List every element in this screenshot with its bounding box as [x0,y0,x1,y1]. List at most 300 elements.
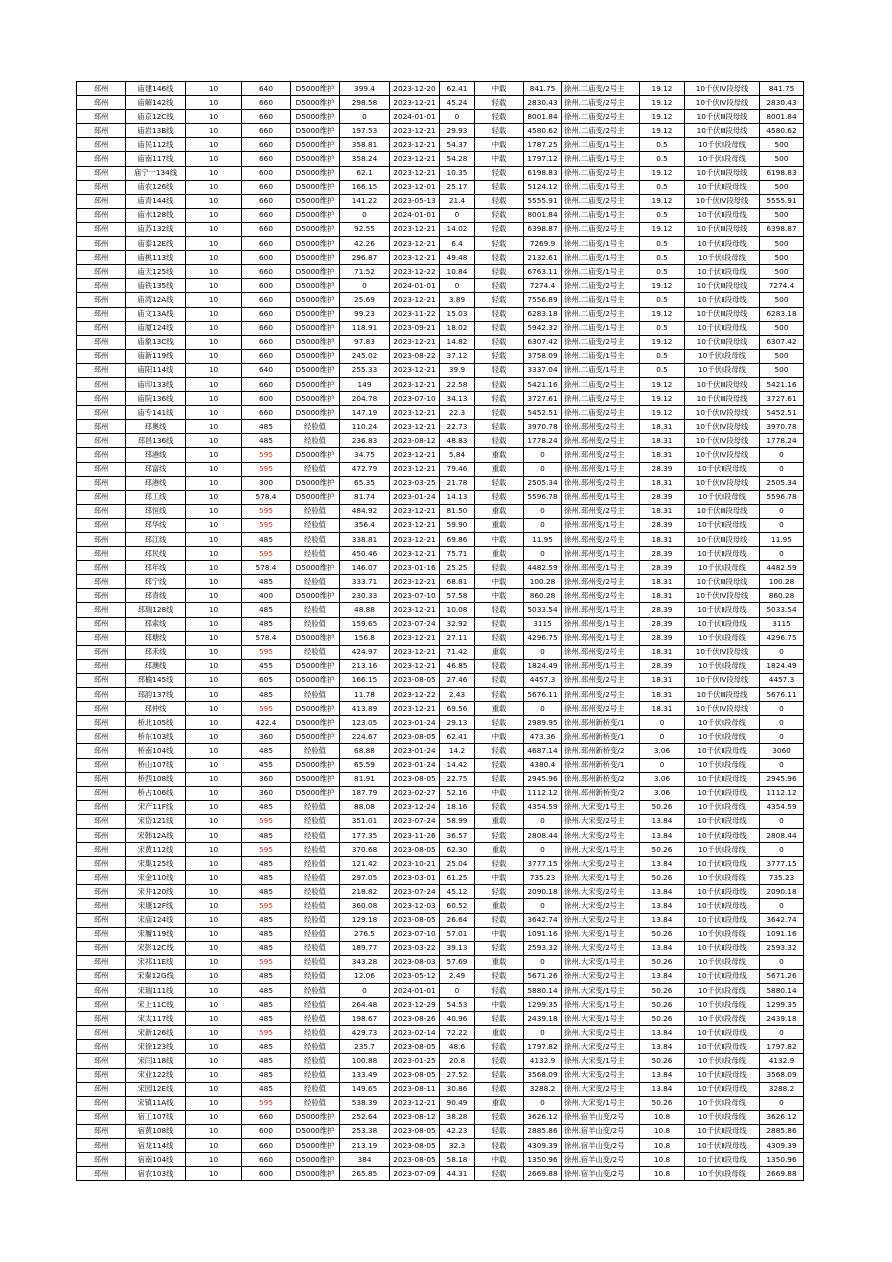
cell-data-source: 经验值 [291,857,340,871]
cell-capacity: 660 [242,349,291,363]
cell-available-capacity: 500 [760,265,804,279]
cell-transformer-spare: 28.39 [640,462,685,476]
table-row [77,589,804,603]
cell-available-capacity: 2945.96 [760,772,804,786]
cell-load-rate: 22.73 [440,420,475,434]
cell-voltage: 10 [186,673,242,687]
cell-current-load: 358.24 [340,152,390,166]
cell-spare-capacity: 5124.12 [524,180,562,194]
cell-voltage: 10 [186,969,242,983]
cell-transformer-spare: 18.31 [640,589,685,603]
cell-county: 邳州 [77,814,126,828]
cell-load-status: 轻载 [475,828,524,842]
table-row [77,744,804,758]
cell-county: 邳州 [77,1096,126,1110]
cell-available-capacity: 500 [760,363,804,377]
cell-current-load: 0 [340,279,390,293]
cell-transformer-spare: 13.84 [640,814,685,828]
cell-substation-transformer: 徐州.二庙变/2号主 [562,124,640,138]
cell-line-name: 邳禾线 [126,645,186,659]
cell-load-rate: 29.13 [440,716,475,730]
cell-substation-transformer: 徐州.宿羊山变/2号 [562,1167,640,1181]
cell-load-rate: 38.28 [440,1110,475,1124]
cell-load-rate: 0 [440,984,475,998]
cell-load-status: 重载 [475,518,524,532]
cell-voltage: 10 [186,998,242,1012]
cell-data-source: D5000维护 [291,1167,340,1181]
cell-bus-section: 10千伏Ⅳ段母线 [685,702,760,716]
cell-line-name: 宋徐123线 [126,1040,186,1054]
cell-transformer-spare: 13.84 [640,941,685,955]
cell-capacity: 660 [242,152,291,166]
cell-spare-capacity: 3727.61 [524,392,562,406]
cell-capacity: 640 [242,82,291,96]
cell-load-status: 中载 [475,1153,524,1167]
cell-bus-section: 10千伏Ⅱ段母线 [685,1068,760,1082]
cell-current-load: 538.39 [340,1096,390,1110]
cell-available-capacity: 4580.62 [760,124,804,138]
cell-transformer-spare: 10.8 [640,1110,685,1124]
cell-data-source: 经验值 [291,969,340,983]
cell-line-name: 邳民线 [126,547,186,561]
cell-spare-capacity: 0 [524,518,562,532]
cell-transformer-spare: 13.84 [640,857,685,871]
table-row [77,124,804,138]
cell-substation-transformer: 徐州.二庙变/1号主 [562,138,640,152]
cell-substation-transformer: 徐州.邳州新桥变/2 [562,744,640,758]
cell-substation-transformer: 徐州.宿羊山变/2号 [562,1124,640,1138]
cell-county: 邳州 [77,927,126,941]
cell-transformer-spare: 13.84 [640,1082,685,1096]
cell-spare-capacity: 7556.89 [524,293,562,307]
cell-current-load: 276.5 [340,927,390,941]
cell-substation-transformer: 徐州.邳州变/1号主 [562,617,640,631]
cell-load-status: 轻载 [475,377,524,391]
cell-transformer-spare: 13.84 [640,1026,685,1040]
cell-available-capacity: 0 [760,702,804,716]
cell-load-rate: 14.02 [440,222,475,236]
cell-voltage: 10 [186,984,242,998]
cell-available-capacity: 3568.09 [760,1068,804,1082]
cell-load-rate: 54.37 [440,138,475,152]
cell-line-name: 庙泰12E线 [126,237,186,251]
cell-voltage: 10 [186,377,242,391]
cell-spare-capacity: 5671.26 [524,969,562,983]
cell-current-load: 147.19 [340,406,390,420]
cell-county: 邳州 [77,1068,126,1082]
cell-voltage: 10 [186,533,242,547]
cell-spare-capacity: 0 [524,814,562,828]
cell-load-status: 轻载 [475,124,524,138]
cell-county: 邳州 [77,1124,126,1138]
cell-substation-transformer: 徐州.大宋变/2号主 [562,1040,640,1054]
cell-bus-section: 10千伏Ⅱ段母线 [685,237,760,251]
cell-data-source: 经验值 [291,1096,340,1110]
cell-data-source: D5000维护 [291,772,340,786]
cell-capacity: 485 [242,575,291,589]
cell-current-load: 123.05 [340,716,390,730]
cell-bus-section: 10千伏Ⅰ段母线 [685,984,760,998]
cell-data-source: 经验值 [291,871,340,885]
cell-load-status: 轻载 [475,110,524,124]
cell-line-name: 邳港线 [126,448,186,462]
cell-capacity: 660 [242,138,291,152]
cell-data-source: D5000维护 [291,659,340,673]
cell-capacity: 660 [242,1110,291,1124]
cell-load-status: 轻载 [475,434,524,448]
cell-current-load: 296.87 [340,251,390,265]
cell-available-capacity: 0 [760,645,804,659]
cell-transformer-spare: 0.5 [640,321,685,335]
cell-voltage: 10 [186,406,242,420]
cell-bus-section: 10千伏Ⅱ段母线 [685,321,760,335]
cell-line-name: 宋上11C线 [126,998,186,1012]
cell-voltage: 10 [186,1026,242,1040]
cell-county: 邳州 [77,533,126,547]
cell-load-rate: 58.18 [440,1153,475,1167]
cell-record-date: 2023-12-21 [390,420,440,434]
cell-bus-section: 10千伏Ⅰ段母线 [685,349,760,363]
cell-county: 邳州 [77,688,126,702]
cell-record-date: 2023-01-24 [390,716,440,730]
cell-current-load: 356.4 [340,518,390,532]
table-row [77,265,804,279]
cell-bus-section: 10千伏Ⅱ段母线 [685,1153,760,1167]
cell-current-load: 149 [340,377,390,391]
cell-record-date: 2023-12-21 [390,222,440,236]
table-row [77,927,804,941]
cell-voltage: 10 [186,180,242,194]
cell-record-date: 2023-03-25 [390,476,440,490]
cell-county: 邳州 [77,547,126,561]
cell-capacity: 485 [242,1040,291,1054]
cell-record-date: 2023-12-21 [390,518,440,532]
cell-current-load: 484.92 [340,504,390,518]
cell-load-status: 轻载 [475,857,524,871]
cell-line-name: 宋闫118线 [126,1054,186,1068]
cell-bus-section: 10千伏Ⅱ段母线 [685,885,760,899]
cell-voltage: 10 [186,927,242,941]
cell-capacity: 640 [242,363,291,377]
cell-load-status: 轻载 [475,293,524,307]
table-row [77,871,804,885]
cell-data-source: D5000维护 [291,349,340,363]
table-row [77,772,804,786]
table-row [77,518,804,532]
cell-load-rate: 69.86 [440,533,475,547]
cell-transformer-spare: 50.26 [640,927,685,941]
cell-county: 邳州 [77,716,126,730]
cell-substation-transformer: 徐州.二庙变/2号主 [562,222,640,236]
cell-load-status: 轻载 [475,1012,524,1026]
cell-load-rate: 71.42 [440,645,475,659]
cell-record-date: 2023-08-05 [390,772,440,786]
cell-line-name: 庙印133线 [126,377,186,391]
table-row [77,969,804,983]
cell-record-date: 2024-01-01 [390,279,440,293]
cell-record-date: 2023-08-26 [390,1012,440,1026]
cell-data-source: 经验值 [291,984,340,998]
cell-available-capacity: 3626.12 [760,1110,804,1124]
cell-current-load: 146.07 [340,561,390,575]
cell-available-capacity: 3777.15 [760,857,804,871]
cell-bus-section: 10千伏Ⅳ段母线 [685,645,760,659]
cell-county: 邳州 [77,998,126,1012]
cell-spare-capacity: 1112.12 [524,786,562,800]
cell-capacity: 485 [242,420,291,434]
cell-bus-section: 10千伏Ⅱ段母线 [685,1139,760,1153]
cell-record-date: 2024-01-01 [390,208,440,222]
cell-load-rate: 0 [440,110,475,124]
cell-substation-transformer: 徐州.邳州新桥变/1 [562,716,640,730]
table-row [77,899,804,913]
cell-available-capacity: 500 [760,349,804,363]
cell-county: 邳州 [77,984,126,998]
cell-available-capacity: 6283.18 [760,307,804,321]
cell-record-date: 2023-02-14 [390,1026,440,1040]
cell-load-rate: 79.46 [440,462,475,476]
cell-capacity: 660 [242,222,291,236]
cell-current-load: 92.55 [340,222,390,236]
cell-line-name: 庙农126线 [126,180,186,194]
table-row [77,1124,804,1138]
cell-county: 邳州 [77,744,126,758]
cell-substation-transformer: 徐州.邳州变/2号主 [562,645,640,659]
cell-record-date: 2023-03-22 [390,941,440,955]
cell-data-source: D5000维护 [291,222,340,236]
cell-bus-section: 10千伏Ⅰ段母线 [685,955,760,969]
cell-transformer-spare: 3.06 [640,744,685,758]
cell-substation-transformer: 徐州.二庙变/2号主 [562,110,640,124]
cell-record-date: 2023-08-05 [390,1124,440,1138]
cell-capacity: 660 [242,194,291,208]
cell-transformer-spare: 18.31 [640,533,685,547]
cell-line-name: 邳工线 [126,490,186,504]
cell-substation-transformer: 徐州.二庙变/2号主 [562,82,640,96]
cell-load-status: 轻载 [475,772,524,786]
cell-data-source: D5000维护 [291,1139,340,1153]
cell-bus-section: 10千伏Ⅱ段母线 [685,547,760,561]
cell-load-status: 重载 [475,814,524,828]
cell-load-rate: 32.3 [440,1139,475,1153]
cell-data-source: D5000维护 [291,307,340,321]
cell-load-status: 重载 [475,1026,524,1040]
cell-spare-capacity: 5942.32 [524,321,562,335]
table-row [77,110,804,124]
cell-spare-capacity: 1797.12 [524,152,562,166]
cell-spare-capacity: 3115 [524,617,562,631]
cell-capacity: 660 [242,96,291,110]
cell-bus-section: 10千伏Ⅰ段母线 [685,1167,760,1181]
cell-available-capacity: 0 [760,955,804,969]
cell-record-date: 2023-07-24 [390,885,440,899]
cell-transformer-spare: 3.06 [640,772,685,786]
cell-current-load: 0 [340,208,390,222]
cell-county: 邳州 [77,96,126,110]
cell-data-source: D5000维护 [291,448,340,462]
cell-record-date: 2023-12-01 [390,180,440,194]
cell-transformer-spare: 10.8 [640,1167,685,1181]
cell-bus-section: 10千伏Ⅱ段母线 [685,518,760,532]
cell-line-name: 邳宁线 [126,575,186,589]
cell-bus-section: 10千伏Ⅳ段母线 [685,82,760,96]
cell-available-capacity: 6198.83 [760,166,804,180]
cell-capacity: 600 [242,1167,291,1181]
cell-spare-capacity: 11.95 [524,533,562,547]
cell-current-load: 118.91 [340,321,390,335]
cell-load-rate: 58.99 [440,814,475,828]
cell-county: 邳州 [77,265,126,279]
cell-substation-transformer: 徐州.邳州变/2号主 [562,533,640,547]
cell-available-capacity: 3642.74 [760,913,804,927]
cell-county: 邳州 [77,673,126,687]
table-row [77,758,804,772]
cell-substation-transformer: 徐州.大宋变/2号主 [562,885,640,899]
cell-bus-section: 10千伏Ⅱ段母线 [685,857,760,871]
cell-load-status: 轻载 [475,335,524,349]
table-row [77,222,804,236]
cell-line-name: 邳榆145线 [126,673,186,687]
cell-transformer-spare: 28.39 [640,603,685,617]
table-row [77,786,804,800]
table-row [77,1110,804,1124]
cell-spare-capacity: 5596.78 [524,490,562,504]
cell-transformer-spare: 50.26 [640,843,685,857]
cell-load-rate: 2.43 [440,688,475,702]
cell-record-date: 2023-01-16 [390,561,440,575]
cell-line-name: 宿工107线 [126,1110,186,1124]
cell-substation-transformer: 徐州.大宋变/2号主 [562,1026,640,1040]
cell-substation-transformer: 徐州.邳州变/1号主 [562,490,640,504]
cell-current-load: 81.74 [340,490,390,504]
cell-data-source: 经验值 [291,1054,340,1068]
cell-data-source: 经验值 [291,575,340,589]
cell-bus-section: 10千伏Ⅰ段母线 [685,1110,760,1124]
cell-current-load: 253.38 [340,1124,390,1138]
cell-line-name: 庙建146线 [126,82,186,96]
cell-substation-transformer: 徐州.大宋变/2号主 [562,1068,640,1082]
cell-voltage: 10 [186,293,242,307]
cell-record-date: 2023-01-25 [390,1054,440,1068]
cell-spare-capacity: 4380.4 [524,758,562,772]
cell-substation-transformer: 徐州.邳州变/2号主 [562,702,640,716]
cell-available-capacity: 0 [760,518,804,532]
cell-county: 邳州 [77,1012,126,1026]
cell-spare-capacity: 473.36 [524,730,562,744]
cell-substation-transformer: 徐州.邳州变/2号主 [562,589,640,603]
cell-load-rate: 40.96 [440,1012,475,1026]
cell-capacity: 595 [242,462,291,476]
cell-line-name: 庙铁135线 [126,279,186,293]
cell-current-load: 12.06 [340,969,390,983]
cell-spare-capacity: 5676.11 [524,688,562,702]
cell-voltage: 10 [186,349,242,363]
cell-transformer-spare: 28.39 [640,490,685,504]
cell-line-name: 庙岩13B线 [126,124,186,138]
cell-available-capacity: 1824.49 [760,659,804,673]
cell-record-date: 2023-08-05 [390,1139,440,1153]
cell-capacity: 485 [242,1082,291,1096]
cell-bus-section: 10千伏Ⅲ段母线 [685,110,760,124]
cell-current-load: 65.59 [340,758,390,772]
cell-line-name: 宋庙124线 [126,913,186,927]
cell-spare-capacity: 0 [524,448,562,462]
cell-record-date: 2023-12-29 [390,998,440,1012]
cell-data-source: 经验值 [291,941,340,955]
cell-bus-section: 10千伏Ⅳ段母线 [685,96,760,110]
cell-voltage: 10 [186,871,242,885]
cell-load-status: 轻载 [475,744,524,758]
cell-current-load: 450.46 [340,547,390,561]
cell-transformer-spare: 18.31 [640,476,685,490]
cell-substation-transformer: 徐州.二庙变/1号主 [562,208,640,222]
cell-data-source: D5000维护 [291,476,340,490]
cell-current-load: 34.75 [340,448,390,462]
cell-spare-capacity: 5880.14 [524,984,562,998]
cell-line-name: 邳江线 [126,533,186,547]
cell-line-name: 庙民112线 [126,138,186,152]
cell-available-capacity: 0 [760,1096,804,1110]
cell-current-load: 213.16 [340,659,390,673]
table-row [77,688,804,702]
table-row [77,307,804,321]
cell-transformer-spare: 13.84 [640,899,685,913]
cell-bus-section: 10千伏Ⅰ段母线 [685,871,760,885]
table-row [77,208,804,222]
cell-county: 邳州 [77,518,126,532]
cell-county: 邳州 [77,222,126,236]
cell-data-source: D5000维护 [291,293,340,307]
cell-voltage: 10 [186,913,242,927]
cell-line-name: 庙专141线 [126,406,186,420]
cell-available-capacity: 1112.12 [760,786,804,800]
cell-bus-section: 10千伏Ⅱ段母线 [685,1040,760,1054]
cell-capacity: 660 [242,321,291,335]
cell-spare-capacity: 8001.84 [524,110,562,124]
cell-substation-transformer: 徐州.邳州变/1号主 [562,547,640,561]
cell-line-name: 庙厦124线 [126,321,186,335]
cell-load-rate: 30.86 [440,1082,475,1096]
cell-current-load: 424.97 [340,645,390,659]
cell-current-load: 360.08 [340,899,390,913]
cell-substation-transformer: 徐州.邳州变/2号主 [562,575,640,589]
cell-bus-section: 10千伏Ⅱ段母线 [685,1124,760,1138]
cell-load-rate: 22.58 [440,377,475,391]
cell-line-name: 桥占106线 [126,786,186,800]
cell-load-status: 中载 [475,138,524,152]
cell-load-status: 轻载 [475,1124,524,1138]
cell-load-status: 中载 [475,786,524,800]
cell-current-load: 48.88 [340,603,390,617]
cell-bus-section: 10千伏Ⅲ段母线 [685,533,760,547]
cell-bus-section: 10千伏Ⅳ段母线 [685,434,760,448]
cell-bus-section: 10千伏Ⅰ段母线 [685,800,760,814]
feeder-load-table [76,81,804,1181]
cell-bus-section: 10千伏Ⅰ段母线 [685,1096,760,1110]
cell-voltage: 10 [186,476,242,490]
table-row [77,251,804,265]
cell-spare-capacity: 841.75 [524,82,562,96]
cell-data-source: D5000维护 [291,363,340,377]
cell-available-capacity: 7274.4 [760,279,804,293]
cell-transformer-spare: 50.26 [640,1096,685,1110]
cell-bus-section: 10千伏Ⅰ段母线 [685,490,760,504]
table-row [77,659,804,673]
cell-load-rate: 15.03 [440,307,475,321]
cell-capacity: 485 [242,984,291,998]
table-row [77,96,804,110]
cell-substation-transformer: 徐州.大宋变/2号主 [562,899,640,913]
